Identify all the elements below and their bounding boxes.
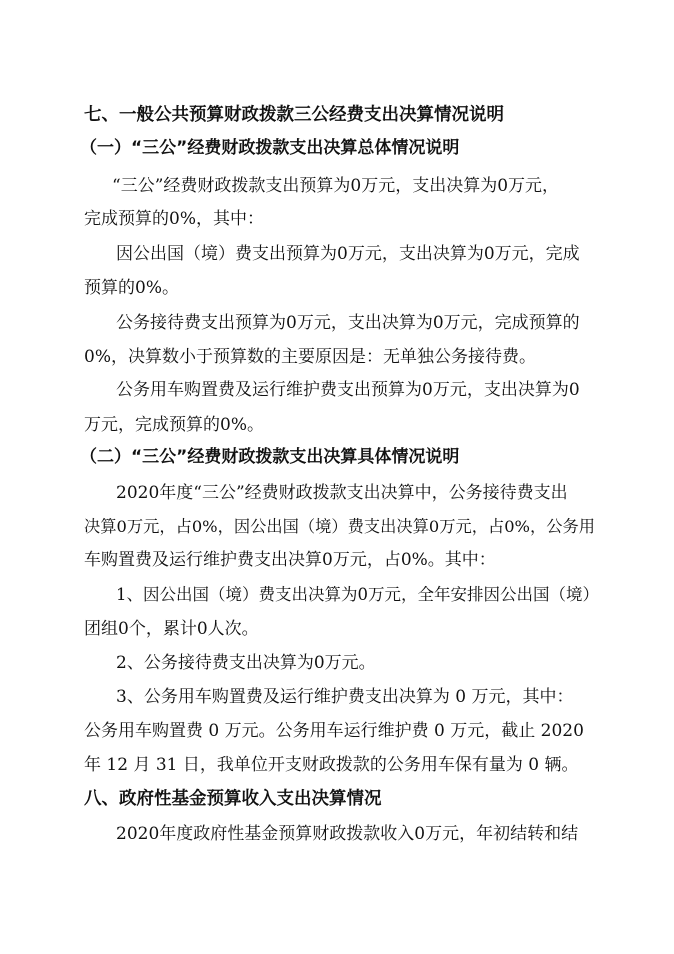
paragraph-line: “三公”经费财政拨款支出预算为0万元，支出决算为0万元， (112, 176, 560, 196)
paragraph-line: 1、因公出国（境）费支出决算为0万元，全年安排因公出国（境） (116, 585, 599, 604)
paragraph-line: 2020年度政府性基金预算财政拨款收入0万元，年初结转和结 (116, 824, 579, 844)
paragraph-line: 决算0万元，占0%，因公出国（境）费支出决算0万元，占0%，公务用 (84, 517, 595, 536)
paragraph-line: 公务用车购置费 0 万元。公务用车运行维护费 0 万元，截止 2020 (84, 721, 584, 741)
paragraph-line: 预算的0%。 (84, 278, 179, 298)
paragraph-line: 公务用车购置费及运行维护费支出预算为0万元，支出决算为0 (116, 380, 580, 400)
section-heading-8: 八、政府性基金预算收入支出决算情况 (84, 789, 382, 809)
paragraph-line: 公务接待费支出预算为0万元，支出决算为0万元，完成预算的 (116, 313, 580, 333)
paragraph-line: 年 12 月 31 日，我单位开支财政拨款的公务用车保有量为 0 辆。 (84, 755, 579, 775)
paragraph-line: 2020年度“三公”经费财政拨款支出决算中，公务接待费支出 (116, 483, 568, 503)
subsection-heading-1: （一）“三公”经费财政拨款支出决算总体情况说明 (80, 138, 460, 158)
subsection-heading-2: （二）“三公”经费财政拨款支出决算具体情况说明 (80, 447, 460, 467)
paragraph-line: 车购置费及运行维护费支出决算0万元，占0%。其中： (84, 550, 496, 570)
paragraph-line: 0%，决算数小于预算数的主要原因是：无单独公务接待费。 (84, 347, 536, 367)
section-heading-7: 七、一般公共预算财政拨款三公经费支出决算情况说明 (84, 105, 504, 125)
paragraph-line: 因公出国（境）费支出预算为0万元，支出决算为0万元，完成 (116, 244, 580, 264)
paragraph-line: 万元，完成预算的0%。 (84, 415, 264, 435)
paragraph-line: 2、公务接待费支出决算为0万元。 (116, 653, 376, 673)
paragraph-line: 3、公务用车购置费及运行维护费支出决算为 0 万元，其中： (116, 687, 574, 707)
paragraph-line: 团组0个，累计0人次。 (84, 619, 259, 639)
paragraph-line: 完成预算的0%，其中： (84, 209, 264, 229)
